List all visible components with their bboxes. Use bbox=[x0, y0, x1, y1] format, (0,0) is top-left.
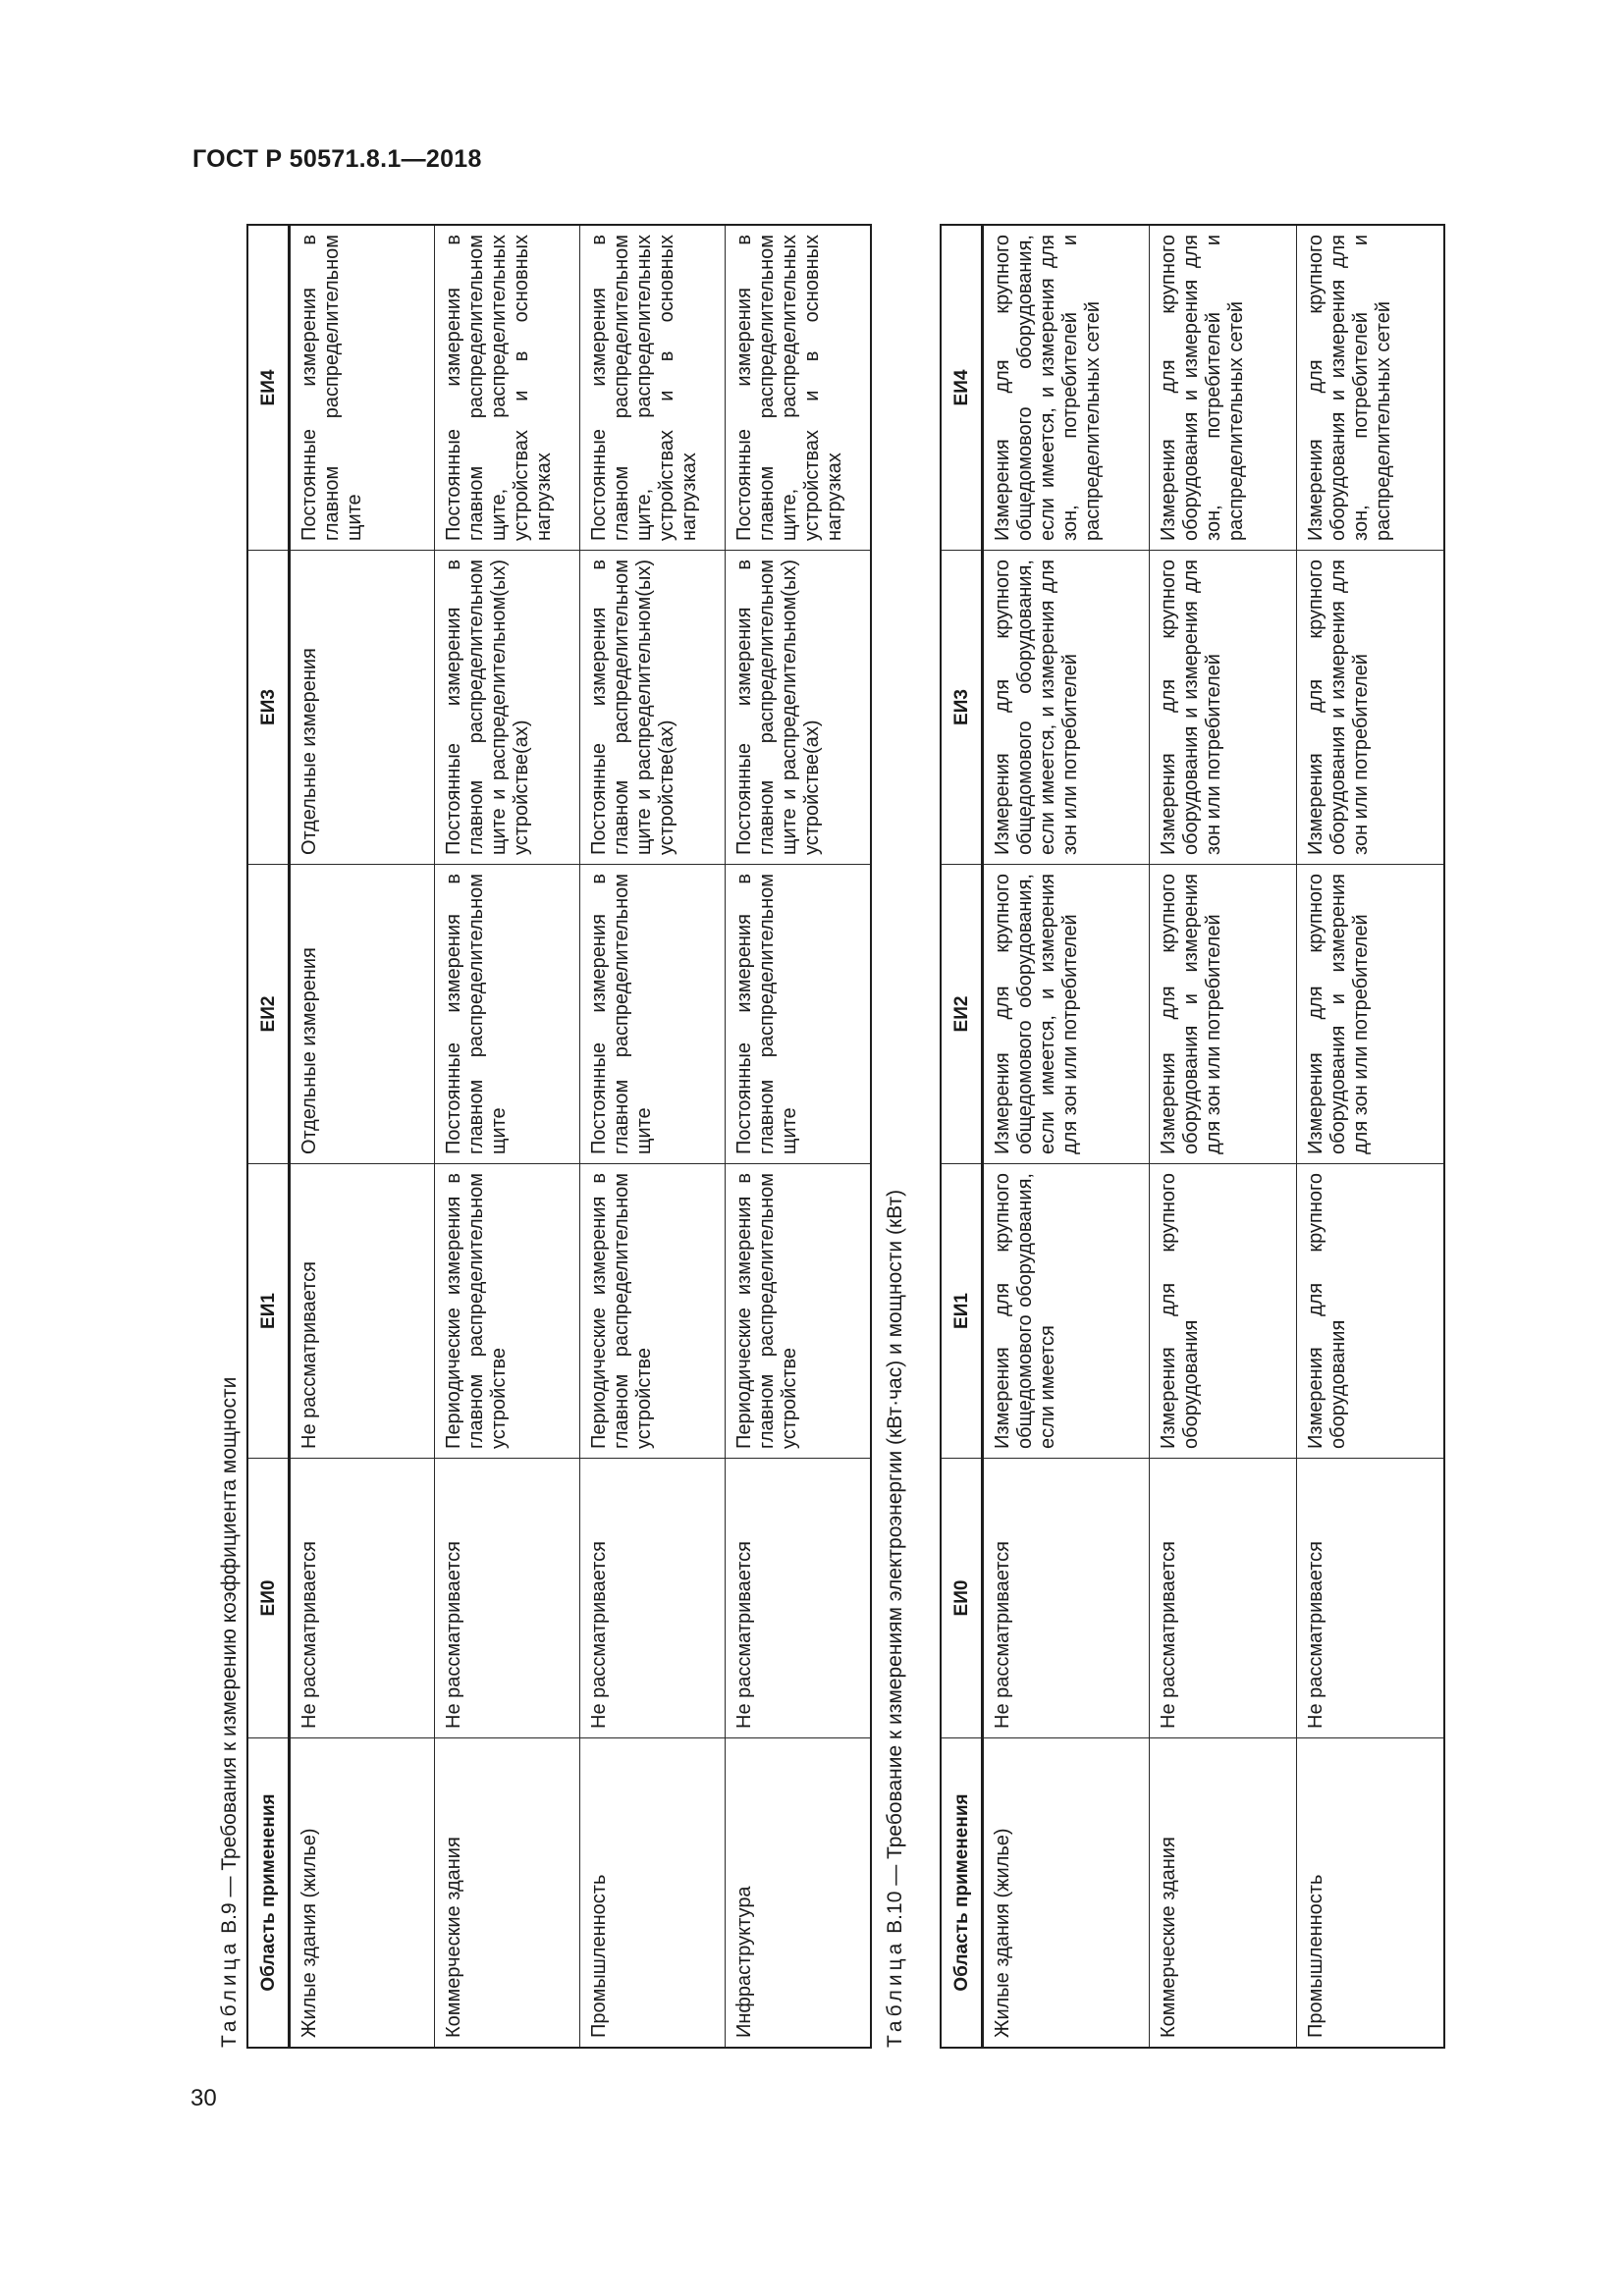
table-row bbox=[580, 226, 726, 2048]
table-cell: Измерения для крупного общедомового оборудования, если имеется, и измерения для зон или потребителей bbox=[983, 551, 1150, 865]
column-header: ЕИ3 bbox=[248, 551, 290, 865]
table-row bbox=[290, 226, 435, 2048]
table-cell: Постоянные измерения в главном распределительном щите bbox=[435, 865, 580, 1164]
table-b9-header-row bbox=[248, 226, 290, 2048]
table-b9-block bbox=[218, 226, 876, 2048]
column-header: ЕИ2 bbox=[942, 865, 983, 1164]
table-cell: Постоянные измерения в главном распределительном щите и распределительном(ых) устройстве(ах) bbox=[580, 551, 726, 865]
row-label-cell: Инфраструктура bbox=[726, 1738, 871, 2048]
column-header: Область применения bbox=[248, 1738, 290, 2048]
document-header: ГОСТ Р 50571.8.1—2018 bbox=[192, 145, 482, 173]
column-header: ЕИ4 bbox=[248, 226, 290, 551]
table-cell: Отдельные измерения bbox=[290, 551, 435, 865]
table-b10-block bbox=[884, 226, 1512, 2048]
table-cell: Не рассматривается bbox=[290, 1164, 435, 1459]
table-b10-caption-text: В.10 — Требование к измерениям электроэнергии (кВт·час) и мощности (кВт) bbox=[884, 1189, 906, 1940]
column-header: ЕИ0 bbox=[248, 1459, 290, 1738]
table-b10-header-row bbox=[942, 226, 983, 2048]
table-row bbox=[983, 226, 1150, 2048]
table-cell: Измерения для крупного общедомового оборудования, если имеется, и измерения для зон, потребителей и распределительных сетей bbox=[983, 226, 1150, 551]
table-b10 bbox=[941, 225, 1444, 2048]
table-row bbox=[435, 226, 580, 2048]
table-cell: Постоянные измерения в главном распределительном щите, распределительных устройствах и в основных нагрузках bbox=[580, 226, 726, 551]
table-cell: Постоянные измерения в главном распределительном щите, распределительных устройствах и в основных нагрузках bbox=[726, 226, 871, 551]
table-cell: Измерения для крупного оборудования и измерения для зон или потребителей bbox=[1150, 865, 1297, 1164]
table-cell: Измерения для крупного общедомового оборудования, если имеется, и измерения для зон или потребителей bbox=[983, 865, 1150, 1164]
table-b9-caption-prefix: Таблица bbox=[218, 1939, 241, 2048]
table-cell: Измерения для крупного оборудования bbox=[1150, 1164, 1297, 1459]
table-b9-caption bbox=[218, 1377, 242, 2048]
table-cell: Постоянные измерения в главном распределительном щите и распределительном(ых) устройстве(ах) bbox=[435, 551, 580, 865]
table-cell: Измерения для крупного оборудования и измерения для зон или потребителей bbox=[1297, 865, 1444, 1164]
page-number: 30 bbox=[190, 2085, 217, 2111]
column-header: ЕИ1 bbox=[942, 1164, 983, 1459]
table-cell: Не рассматривается bbox=[1150, 1459, 1297, 1738]
table-cell: Не рассматривается bbox=[290, 1459, 435, 1738]
table-row bbox=[1150, 226, 1297, 2048]
table-row bbox=[726, 226, 871, 2048]
table-cell: Периодические измерения в главном распределительном устройстве bbox=[435, 1164, 580, 1459]
row-label-cell: Коммерческие здания bbox=[435, 1738, 580, 2048]
table-cell: Не рассматривается bbox=[580, 1459, 726, 1738]
column-header: ЕИ2 bbox=[248, 865, 290, 1164]
table-row bbox=[1297, 226, 1444, 2048]
table-cell: Не рассматривается bbox=[1297, 1459, 1444, 1738]
table-cell: Измерения для крупного оборудования и измерения для зон, потребителей и распределительных сетей bbox=[1297, 226, 1444, 551]
row-label-cell: Коммерческие здания bbox=[1150, 1738, 1297, 2048]
row-label-cell: Промышленность bbox=[1297, 1738, 1444, 2048]
column-header: ЕИ1 bbox=[248, 1164, 290, 1459]
table-cell: Постоянные измерения в главном распределительном щите и распределительном(ых) устройстве(ах) bbox=[726, 551, 871, 865]
table-cell: Не рассматривается bbox=[726, 1459, 871, 1738]
table-cell: Измерения для крупного оборудования и измерения для зон или потребителей bbox=[1297, 551, 1444, 865]
table-cell: Не рассматривается bbox=[435, 1459, 580, 1738]
table-cell: Постоянные измерения в главном распределительном щите bbox=[580, 865, 726, 1164]
table-cell: Периодические измерения в главном распределительном устройстве bbox=[580, 1164, 726, 1459]
table-b9 bbox=[247, 225, 871, 2048]
table-b10-caption bbox=[884, 1190, 907, 2048]
table-cell: Измерения для крупного оборудования bbox=[1297, 1164, 1444, 1459]
column-header: ЕИ0 bbox=[942, 1459, 983, 1738]
table-cell: Периодические измерения в главном распределительном устройстве bbox=[726, 1164, 871, 1459]
table-cell: Постоянные измерения в главном распределительном щите bbox=[290, 226, 435, 551]
table-cell: Постоянные измерения в главном распределительном щите, распределительных устройствах и в основных нагрузках bbox=[435, 226, 580, 551]
table-cell: Постоянные измерения в главном распределительном щите bbox=[726, 865, 871, 1164]
table-b10-caption-prefix: Таблица bbox=[884, 1939, 906, 2048]
row-label-cell: Промышленность bbox=[580, 1738, 726, 2048]
column-header: Область применения bbox=[942, 1738, 983, 2048]
table-cell: Измерения для крупного оборудования и измерения для зон, потребителей и распределительных сетей bbox=[1150, 226, 1297, 551]
table-cell: Не рассматривается bbox=[983, 1459, 1150, 1738]
table-b9-caption-text: В.9 — Требования к измерению коэффициента мощности bbox=[218, 1376, 241, 1940]
column-header: ЕИ4 bbox=[942, 226, 983, 551]
table-cell: Измерения для крупного оборудования и измерения для зон или потребителей bbox=[1150, 551, 1297, 865]
column-header: ЕИ3 bbox=[942, 551, 983, 865]
row-label-cell: Жилые здания (жилье) bbox=[290, 1738, 435, 2048]
table-cell: Измерения для крупного общедомового оборудования, если имеется bbox=[983, 1164, 1150, 1459]
row-label-cell: Жилые здания (жилье) bbox=[983, 1738, 1150, 2048]
table-cell: Отдельные измерения bbox=[290, 865, 435, 1164]
